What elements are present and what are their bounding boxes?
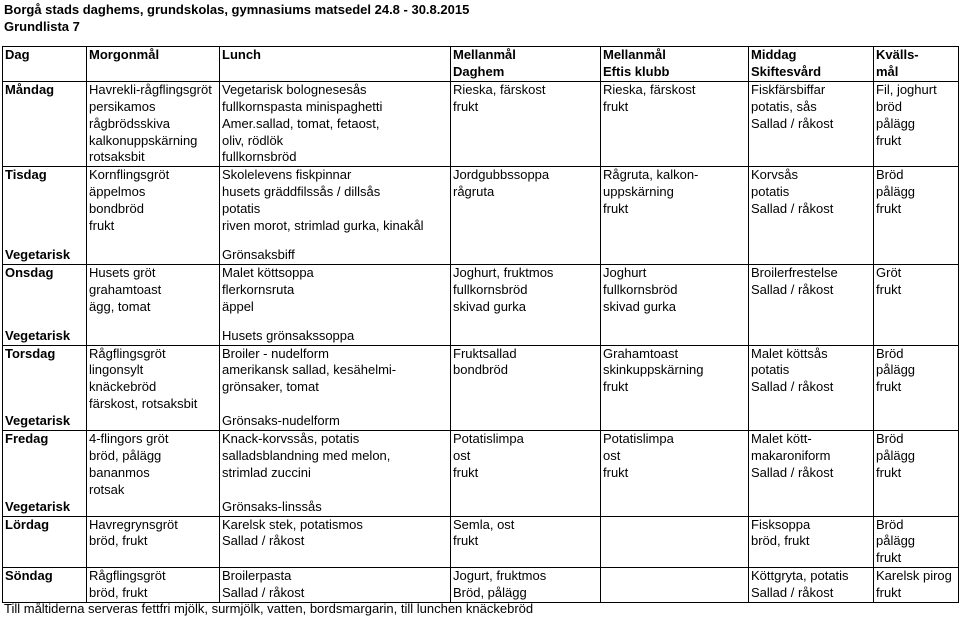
cell-evening-meal (874, 264, 959, 315)
spacer-cell (87, 316, 220, 328)
spacer-cell (220, 316, 451, 328)
menu-item: Grahamtoast (603, 345, 679, 361)
menu-item: uppskärning (603, 184, 674, 200)
cell-snack-daycare (451, 328, 601, 345)
menu-item: frukt (453, 98, 479, 114)
table-row (3, 568, 959, 603)
cell-evening-meal (874, 247, 959, 264)
table-row (3, 316, 959, 328)
menu-item: Fruktsallad (453, 345, 517, 361)
cell-snack-afterschool (601, 167, 749, 235)
cell-evening-meal (874, 516, 959, 568)
cell-snack-daycare (451, 345, 601, 413)
cell-breakfast (87, 247, 220, 264)
cell-dinner (749, 247, 874, 264)
menu-item: pålägg (876, 447, 916, 463)
menu-item: frukt (453, 464, 479, 480)
cell-day (3, 247, 87, 264)
menu-item: pålägg (876, 362, 916, 378)
column-header-text: Daghem (453, 63, 505, 79)
cell-day (3, 568, 87, 603)
menu-item: amerikansk sallad, kesähelmi- (222, 362, 397, 378)
menu-item: Bröd, pålägg (453, 585, 527, 601)
menu-item: bröd, frukt (89, 533, 148, 549)
cell-snack-afterschool (601, 413, 749, 430)
menu-item: skivad gurka (603, 298, 676, 314)
cell-snack-daycare (451, 264, 601, 315)
spacer-cell (451, 235, 601, 247)
cell-breakfast (87, 81, 220, 167)
cell-lunch (220, 345, 451, 413)
cell-breakfast (87, 431, 220, 499)
menu-item: Sallad / råkost (751, 585, 834, 601)
cell-snack-afterschool (601, 264, 749, 315)
menu-item: rågruta (453, 184, 495, 200)
spacer-cell (749, 316, 874, 328)
table-row (3, 264, 959, 315)
menu-item: Bröd (876, 167, 904, 183)
cell-breakfast (87, 328, 220, 345)
cell-breakfast (87, 345, 220, 413)
cell-snack-afterschool (601, 431, 749, 499)
menu-item: frukt (89, 218, 115, 234)
menu-item: Semla, ost (453, 516, 515, 532)
menu-item: potatis (222, 201, 261, 217)
cell-dinner (749, 516, 874, 568)
menu-item: Husets gröt (89, 264, 156, 280)
column-header-dinner (749, 47, 874, 82)
menu-item: Havrekli-rågflingsgröt (89, 81, 212, 97)
cell-evening-meal (874, 167, 959, 235)
column-header-evening-meal (874, 47, 959, 82)
menu-item: äppelmos (89, 184, 146, 200)
menu-item: Rågflingsgröt (89, 568, 166, 584)
menu-item: Sallad / råkost (751, 281, 834, 297)
cell-dinner (749, 345, 874, 413)
menu-item: frukt (603, 98, 629, 114)
menu-item: Vegetarisk bolognesesås (222, 81, 367, 97)
cell-evening-meal (874, 431, 959, 499)
cell-lunch (220, 413, 451, 430)
table-row (3, 235, 959, 247)
menu-item: skivad gurka (453, 298, 526, 314)
table-row (3, 81, 959, 167)
menu-item: Broilerfrestelse (751, 264, 838, 280)
menu-item: Broilerpasta (222, 568, 292, 584)
menu-item: pålägg (876, 184, 916, 200)
menu-item: makaroniform (751, 447, 831, 463)
cell-dinner (749, 264, 874, 315)
menu-item: kalkonuppskärning (89, 132, 198, 148)
cell-lunch (220, 431, 451, 499)
spacer-cell (220, 235, 451, 247)
cell-lunch (220, 499, 451, 516)
cell-evening-meal (874, 499, 959, 516)
day-label: Vegetarisk (5, 498, 71, 514)
menu-item: strimlad zuccini (222, 464, 311, 480)
cell-snack-daycare (451, 413, 601, 430)
cell-snack-afterschool (601, 328, 749, 345)
cell-dinner (749, 568, 874, 603)
menu-item: Skolelevens fiskpinnar (222, 167, 352, 183)
menu-item: Grönsaks-nudelform (222, 413, 340, 429)
cell-evening-meal (874, 413, 959, 430)
menu-item: Sallad / råkost (751, 464, 834, 480)
table-row (3, 247, 959, 264)
cell-snack-afterschool (601, 499, 749, 516)
menu-item: oliv, rödlök (222, 132, 284, 148)
menu-item: frukt (876, 585, 902, 601)
cell-lunch (220, 264, 451, 315)
column-header-text: Morgonmål (89, 47, 160, 62)
menu-item: äppel (222, 298, 254, 314)
spacer-cell (874, 316, 959, 328)
cell-day (3, 81, 87, 167)
cell-day (3, 167, 87, 235)
day-label: Vegetarisk (5, 246, 71, 262)
menu-item: fullkornsbröd (603, 281, 678, 297)
menu-item: Sallad / råkost (751, 201, 834, 217)
menu-item: Fisksoppa (751, 516, 811, 532)
menu-item: grahamtoast (89, 281, 162, 297)
cell-breakfast (87, 413, 220, 430)
menu-item: Karelsk pirog (876, 568, 952, 584)
menu-item: Bröd (876, 516, 904, 532)
cell-day (3, 413, 87, 430)
cell-lunch (220, 81, 451, 167)
menu-item: Grönsaks-linssås (222, 498, 322, 514)
menu-item: rågbrödsskiva (89, 115, 170, 131)
cell-lunch (220, 167, 451, 235)
cell-lunch (220, 247, 451, 264)
menu-item: Knack-korvssås, potatis (222, 431, 360, 447)
menu-item: Sallad / råkost (222, 585, 305, 601)
table-row (3, 516, 959, 568)
menu-item: Malet kött- (751, 431, 812, 447)
menu-item: persikamos (89, 98, 156, 114)
menu-item: fullkornsbröd (453, 281, 528, 297)
menu-table-body (3, 81, 959, 602)
cell-day (3, 345, 87, 413)
menu-table (2, 46, 959, 603)
menu-item: frukt (603, 379, 629, 395)
cell-breakfast (87, 568, 220, 603)
menu-item: Korvsås (751, 167, 798, 183)
menu-item: Bröd (876, 345, 904, 361)
cell-snack-daycare (451, 81, 601, 167)
menu-item: bröd, frukt (751, 533, 810, 549)
menu-item: fullkornspasta minispaghetti (222, 98, 383, 114)
menu-item: frukt (876, 132, 902, 148)
menu-item: rotsak (89, 481, 125, 497)
day-label: Lördag (5, 516, 50, 532)
cell-dinner (749, 499, 874, 516)
column-header-text: Kvälls- (876, 47, 919, 62)
menu-item: Potatislimpa (453, 431, 524, 447)
menu-item: pålägg (876, 115, 916, 131)
cell-snack-daycare (451, 167, 601, 235)
cell-lunch (220, 516, 451, 568)
menu-item: bröd, pålägg (89, 447, 162, 463)
table-row (3, 167, 959, 235)
menu-item: 4-flingors gröt (89, 431, 169, 447)
menu-item: skinkuppskärning (603, 362, 704, 378)
cell-snack-afterschool (601, 345, 749, 413)
table-row (3, 499, 959, 516)
menu-item: Fil, joghurt (876, 81, 937, 97)
cell-evening-meal (874, 81, 959, 167)
menu-item: Malet köttsås (751, 345, 828, 361)
table-row (3, 413, 959, 430)
menu-item: bondbröd (89, 201, 144, 217)
cell-dinner (749, 413, 874, 430)
menu-item: Köttgryta, potatis (751, 568, 849, 584)
menu-item: Gröt (876, 264, 902, 280)
menu-item: frukt (876, 281, 902, 297)
cell-lunch (220, 568, 451, 603)
cell-dinner (749, 328, 874, 345)
menu-item: salladsblandning med melon, (222, 447, 391, 463)
cell-snack-daycare (451, 499, 601, 516)
cell-dinner (749, 167, 874, 235)
cell-breakfast (87, 516, 220, 568)
cell-breakfast (87, 167, 220, 235)
column-header-text: Skiftesvård (751, 63, 822, 79)
menu-item: frukt (876, 464, 902, 480)
footer-note: Till måltiderna serveras fettfri mjölk, surmjölk, vatten, bordsmargarin, till lunchen knäckebröd (4, 601, 534, 616)
menu-item: Sallad / råkost (751, 379, 834, 395)
menu-item: Joghurt (603, 264, 647, 280)
menu-item: potatis (751, 362, 790, 378)
cell-snack-afterschool (601, 568, 749, 603)
menu-item: potatis (751, 184, 790, 200)
cell-day (3, 328, 87, 345)
menu-item: Joghurt, fruktmos (453, 264, 554, 280)
day-label: Fredag (5, 431, 49, 447)
menu-item: bröd (876, 98, 903, 114)
column-header-breakfast (87, 47, 220, 82)
column-header-text: Mellanmål (603, 47, 666, 62)
cell-evening-meal (874, 328, 959, 345)
menu-item: riven morot, strimlad gurka, kinakål (222, 218, 424, 234)
menu-item: ost (453, 447, 471, 463)
day-label: Tisdag (5, 167, 47, 183)
cell-snack-afterschool (601, 516, 749, 568)
cell-dinner (749, 431, 874, 499)
menu-item: ost (603, 447, 621, 463)
column-header-text: mål (876, 63, 899, 79)
day-label: Vegetarisk (5, 327, 71, 343)
cell-snack-daycare (451, 431, 601, 499)
column-header-text: Lunch (222, 47, 261, 62)
column-header-text: Eftis klubb (603, 63, 670, 79)
column-header-text: Middag (751, 47, 797, 62)
table-row (3, 345, 959, 413)
column-header-snack-daycare (451, 47, 601, 82)
menu-item: Sallad / råkost (751, 115, 834, 131)
cell-snack-daycare (451, 516, 601, 568)
menu-item: Bröd (876, 431, 904, 447)
menu-item: frukt (876, 379, 902, 395)
spacer-cell (3, 235, 87, 247)
cell-day (3, 499, 87, 516)
day-label: Söndag (5, 568, 53, 584)
spacer-cell (451, 316, 601, 328)
cell-breakfast (87, 264, 220, 315)
table-row (3, 328, 959, 345)
menu-item: pålägg (876, 533, 916, 549)
menu-item: knäckebröd (89, 379, 157, 395)
menu-item: fullkornsbröd (222, 149, 297, 165)
column-header-text: Dag (5, 47, 30, 62)
menu-item: grönsaker, tomat (222, 379, 319, 395)
menu-item: Havregrynsgröt (89, 516, 178, 532)
menu-item: färskost, rotsaksbit (89, 396, 198, 412)
menu-item: rotsaksbit (89, 149, 145, 165)
menu-item: Jogurt, fruktmos (453, 568, 547, 584)
menu-item: Broiler - nudelform (222, 345, 329, 361)
menu-item: Sallad / råkost (222, 533, 305, 549)
day-label: Måndag (5, 81, 55, 97)
menu-item: Potatislimpa (603, 431, 674, 447)
day-label: Onsdag (5, 264, 54, 280)
menu-title-line1: Borgå stads daghems, grundskolas, gymnasiums matsedel 24.8 - 30.8.2015 (4, 2, 470, 17)
menu-item: Rågflingsgröt (89, 345, 166, 361)
menu-item: ägg, tomat (89, 298, 151, 314)
cell-evening-meal (874, 345, 959, 413)
menu-item: potatis, sås (751, 98, 817, 114)
cell-evening-meal (874, 568, 959, 603)
cell-breakfast (87, 499, 220, 516)
spacer-cell (3, 316, 87, 328)
menu-item: Rieska, färskost (453, 81, 546, 97)
cell-lunch (220, 328, 451, 345)
column-header-lunch (220, 47, 451, 82)
menu-item: flerkornsruta (222, 281, 295, 297)
menu-item: lingonsylt (89, 362, 144, 378)
spacer-cell (601, 316, 749, 328)
cell-dinner (749, 81, 874, 167)
cell-snack-afterschool (601, 81, 749, 167)
column-header-text: Mellanmål (453, 47, 516, 62)
menu-item: Rieska, färskost (603, 81, 696, 97)
menu-item: Malet köttsoppa (222, 264, 314, 280)
menu-item: Karelsk stek, potatismos (222, 516, 363, 532)
menu-title (4, 1, 469, 35)
menu-subtitle: Grundlista 7 (4, 19, 80, 34)
day-label: Vegetarisk (5, 413, 71, 429)
table-row (3, 431, 959, 499)
spacer-cell (874, 235, 959, 247)
menu-item: frukt (876, 201, 902, 217)
cell-snack-afterschool (601, 247, 749, 264)
menu-item: frukt (603, 201, 629, 217)
menu-item: bananmos (89, 464, 150, 480)
menu-item: husets gräddfilssås / dillsås (222, 184, 381, 200)
spacer-cell (749, 235, 874, 247)
menu-table-header (3, 47, 959, 82)
day-label: Torsdag (5, 345, 56, 361)
column-header-snack-afterschool (601, 47, 749, 82)
column-header-day (3, 47, 87, 82)
cell-snack-daycare (451, 247, 601, 264)
menu-item: Jordgubbssoppa (453, 167, 550, 183)
cell-snack-daycare (451, 568, 601, 603)
cell-day (3, 264, 87, 315)
menu-item: Fiskfärsbiffar (751, 81, 826, 97)
menu-item: frukt (876, 550, 902, 566)
menu-item: frukt (603, 464, 629, 480)
menu-item: bröd, frukt (89, 585, 148, 601)
menu-item: Kornflingsgröt (89, 167, 170, 183)
cell-day (3, 516, 87, 568)
spacer-cell (601, 235, 749, 247)
menu-item: Rågruta, kalkon- (603, 167, 699, 183)
cell-day (3, 431, 87, 499)
menu-item: bondbröd (453, 362, 508, 378)
menu-item: Amer.sallad, tomat, fetaost, (222, 115, 380, 131)
menu-item: Husets grönsakssoppa (222, 327, 355, 343)
menu-item: Grönsaksbiff (222, 246, 295, 262)
spacer-cell (87, 235, 220, 247)
menu-item: frukt (453, 533, 479, 549)
